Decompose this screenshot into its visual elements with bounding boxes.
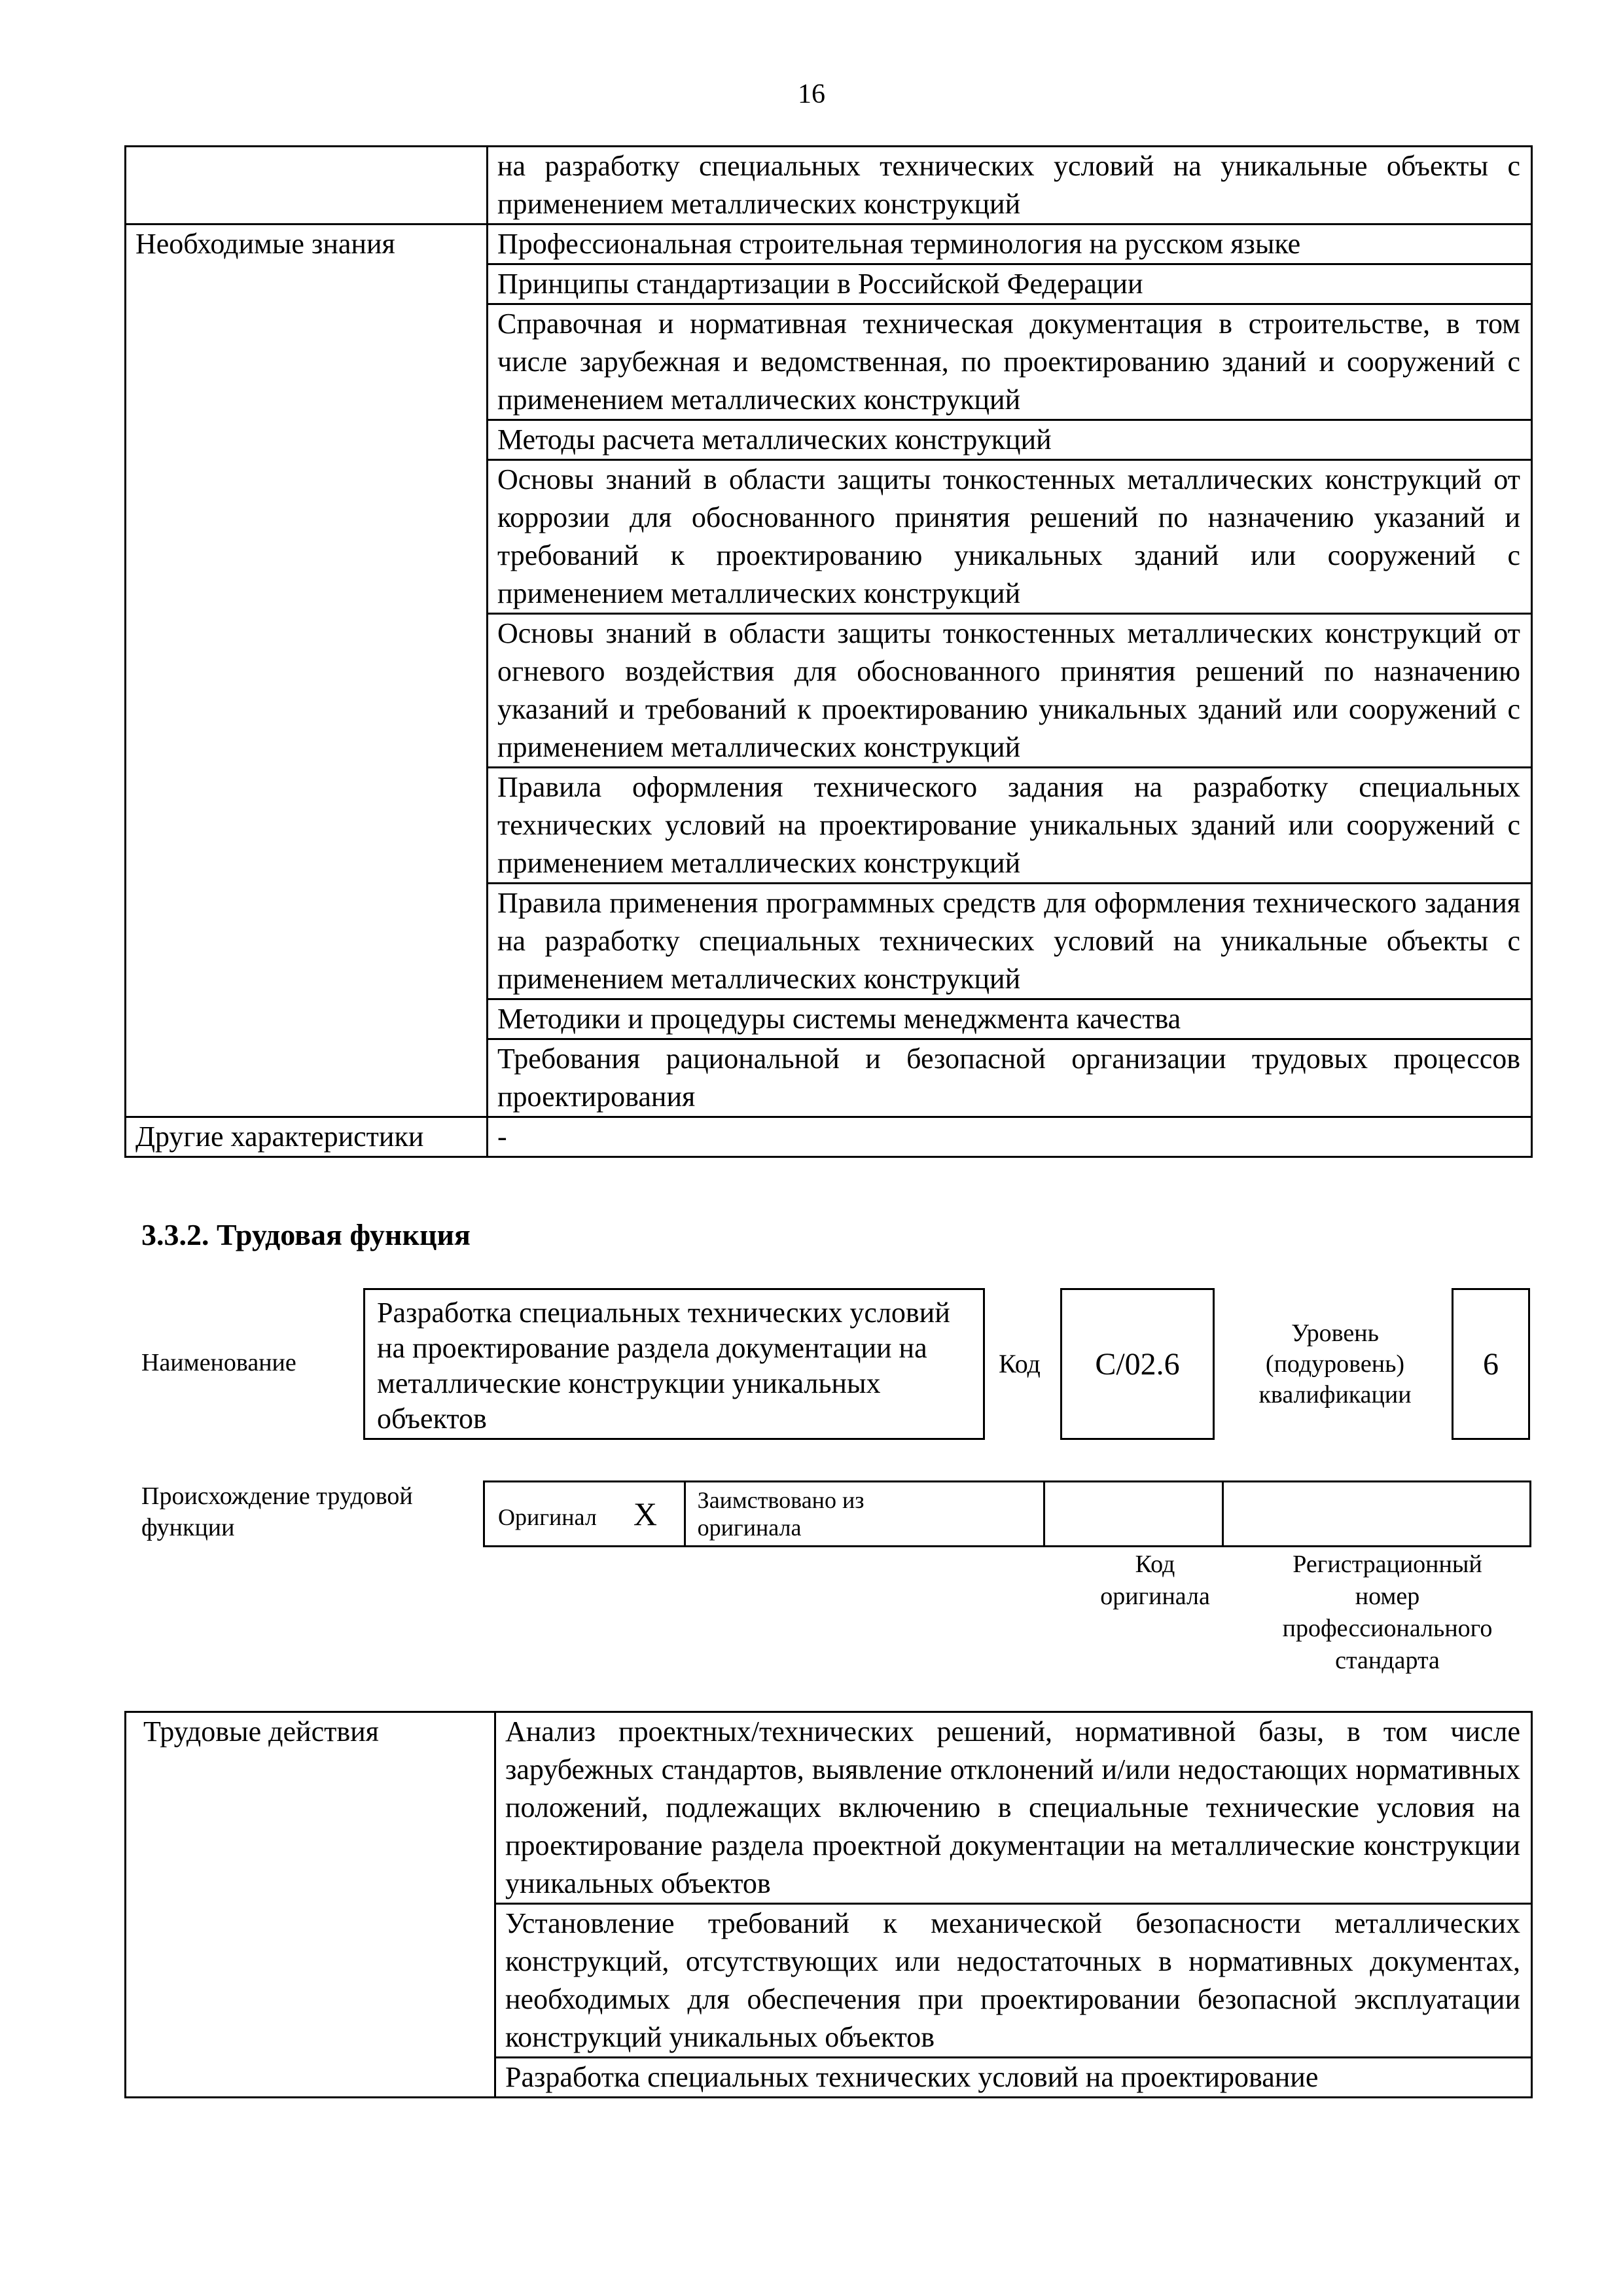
section-title: 3.3.2. Трудовая функция [141, 1218, 471, 1251]
origin-label-line: функции [141, 1514, 235, 1541]
row-text: - [488, 1117, 1532, 1157]
row-text: Профессиональная строительная терминология на русском языке [488, 224, 1532, 264]
origin-label-line: Происхождение трудовой [141, 1482, 413, 1510]
page-number: 16 [798, 79, 825, 109]
borrowed-label-line: оригинала [697, 1515, 802, 1541]
table-row [126, 1712, 1532, 1904]
name-label: Наименование [141, 1349, 296, 1376]
caption-line: Код [1135, 1551, 1175, 1578]
level-label-line: квалификации [1258, 1381, 1412, 1408]
caption-line: оригинала [1100, 1583, 1210, 1610]
row-text: Методики и процедуры системы менеджмента качества [488, 999, 1532, 1039]
caption-original-code [1073, 1549, 1237, 1613]
origin-label [141, 1480, 413, 1543]
row-text: Основы знаний в области защиты тонкостенных металлических конструкций от коррозии для обоснованного принятия решений по назначению указаний и требований к проектированию уникальных зданий или сооружений с применением металлических конструкций [488, 460, 1532, 614]
borrowed-cell [685, 1482, 1044, 1547]
original-mark: X [633, 1496, 657, 1532]
caption-line: профессионального [1282, 1615, 1493, 1642]
row-text: Анализ проектных/технических решений, нормативной базы, в том числе зарубежных стандартов, выявление отклонений и/или недостающих нормативных положений, подлежащих включению в специальные технические условия на проектирование раздела проектной документации на металлические конструкции уникальных объектов [495, 1712, 1532, 1904]
original-code-cell [1044, 1482, 1222, 1547]
level-value-box: 6 [1452, 1288, 1530, 1440]
table-row [126, 1117, 1532, 1157]
labor-actions-table [124, 1711, 1533, 2098]
row-label-labor-actions: Трудовые действия [126, 1712, 495, 2098]
caption-line: Регистрационный [1293, 1551, 1482, 1578]
code-label: Код [999, 1349, 1041, 1378]
row-text: Правила применения программных средств для оформления технического задания на разработку специальных технических условий на уникальные объекты с применением металлических конструкций [488, 884, 1532, 999]
borrowed-label-line: Заимствовано из [697, 1487, 865, 1513]
row-label-required-knowledge: Необходимые знания [126, 224, 488, 1117]
level-label-line: Уровень [1291, 1319, 1379, 1347]
row-label-other: Другие характеристики [126, 1117, 488, 1157]
table-row [126, 224, 1532, 264]
knowledge-table [124, 145, 1533, 1158]
row-text: Основы знаний в области защиты тонкостенных металлических конструкций от огневого воздействия для обоснованного принятия решений по назначению указаний и требований к проектированию уникальных зданий или сооружений с применением металлических конструкций [488, 614, 1532, 768]
row-label [126, 147, 488, 224]
original-cell [484, 1482, 685, 1547]
caption-line: номер [1355, 1583, 1420, 1610]
row-text: Установление требований к механической безопасности металлических конструкций, отсутствующих или недостаточных в нормативных документах, необходимых для обеспечения при проектировании безопасной эксплуатации конструкций уникальных объектов [495, 1904, 1532, 2058]
table-row [126, 147, 1532, 224]
original-label: Оригинал [498, 1504, 597, 1530]
row-text: Справочная и нормативная техническая документация в строительстве, в том числе зарубежная и ведомственная, по проектированию зданий и сооружений с применением металлических конструкций [488, 304, 1532, 420]
function-name-box: Разработка специальных технических условий на проектирование раздела документации на металлические конструкции уникальных объектов [363, 1288, 985, 1440]
origin-table [483, 1480, 1531, 1547]
caption-line: стандарта [1335, 1647, 1440, 1674]
caption-registration-number [1243, 1549, 1531, 1677]
row-text: Принципы стандартизации в Российской Федерации [488, 264, 1532, 304]
row-text: Правила оформления технического задания на разработку специальных технических условий на проектирование уникальных зданий или сооружений с применением металлических конструкций [488, 768, 1532, 884]
row-text: Методы расчета металлических конструкций [488, 420, 1532, 460]
row-text: на разработку специальных технических условий на уникальные объекты с применением металлических конструкций [488, 147, 1532, 224]
registration-number-cell [1222, 1482, 1530, 1547]
row-text: Требования рациональной и безопасной организации трудовых процессов проектирования [488, 1039, 1532, 1117]
level-label-line: (подуровень) [1265, 1350, 1405, 1378]
level-label [1237, 1318, 1433, 1410]
table-row [484, 1482, 1531, 1547]
row-text: Разработка специальных технических условий на проектирование [495, 2058, 1532, 2098]
function-code-box: С/02.6 [1060, 1288, 1215, 1440]
